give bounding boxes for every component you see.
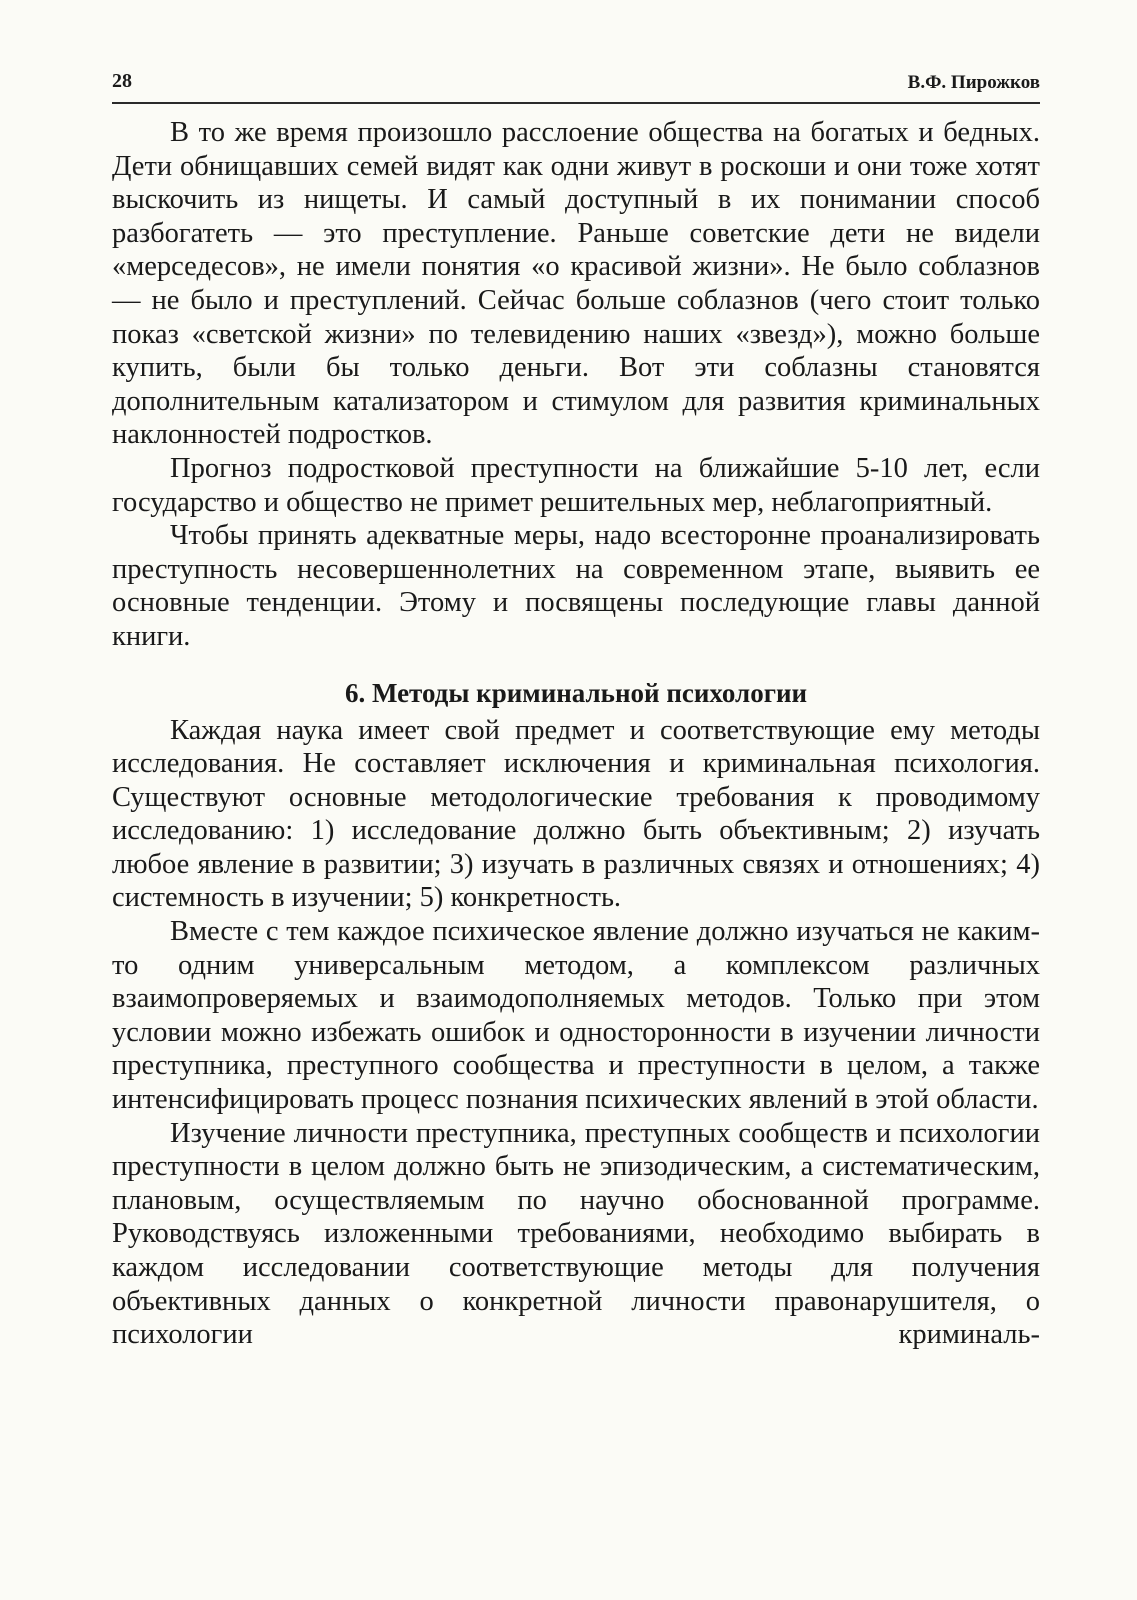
page-body bbox=[112, 116, 1040, 1352]
paragraph: В то же время произошло расслоение общества на богатых и бедных. Дети обнищавших семей видят как одни живут в роскоши и они тоже хотят выскочить из нищеты. И самый доступный в их понимании способ разбогатеть — это преступление. Раньше советские дети не видели «мерседесов», не имели понятия «о красивой жизни». Не было соблазнов — не было и преступлений. Сейчас больше соблазнов (чего стоит только показ «светской жизни» по телевидению наших «звезд»), можно больше купить, были бы только деньги. Вот эти соблазны становятся дополнительным катализатором и стимулом для развития криминальных наклонностей подростков. bbox=[112, 117, 1040, 451]
paragraph: Изучение личности преступника, преступных сообществ и психологии преступности в целом должно быть не эпизодическим, а систематическим, плановым, осуществляемым по научно обоснованной программе. Руководствуясь изложенными требованиями, необходимо выбирать в каждом исследовании соответствующие методы для получения объективных данных о конкретной личности правонарушителя, о психологии криминаль- bbox=[112, 1117, 1040, 1351]
running-head-author: В.Ф. Пирожков bbox=[907, 72, 1040, 93]
section-heading: 6. Методы криминальной психологии bbox=[344, 677, 808, 708]
paragraph: Чтобы принять адекватные меры, надо всесторонне проанализировать преступность несовершеннолетних на современном этапе, выявить ее основные тенденции. Этому и посвящены последующие главы данной книги. bbox=[112, 520, 1040, 652]
paragraph: Прогноз подростковой преступности на ближайшие 5-10 лет, если государство и общество не примет решительных мер, неблагоприятный. bbox=[112, 452, 1040, 518]
book-page bbox=[112, 62, 1040, 1352]
paragraph: Каждая наука имеет свой предмет и соответствующие ему методы исследования. Не составляет исключения и криминальная психология. Существуют основные методологические требования к проводимому исследованию: 1) исследование должно быть объективным; 2) изучать любое явление в развитии; 3) изучать в различных связях и отношениях; 4) системность в изучении; 5) конкретность. bbox=[112, 714, 1040, 914]
page-number: 28 bbox=[112, 70, 132, 92]
page-header bbox=[112, 62, 1040, 104]
paragraph: Вместе с тем каждое психическое явление должно изучаться не каким-то одним универсальным методом, а комплексом различных взаимопроверяемых и взаимодополняемых методов. Только при этом условии можно избежать ошибок и односторонности в изучении личности преступника, преступного сообщества и преступности в целом, а также интенсифицировать процесс познания психических явлений в этой области. bbox=[112, 916, 1040, 1116]
